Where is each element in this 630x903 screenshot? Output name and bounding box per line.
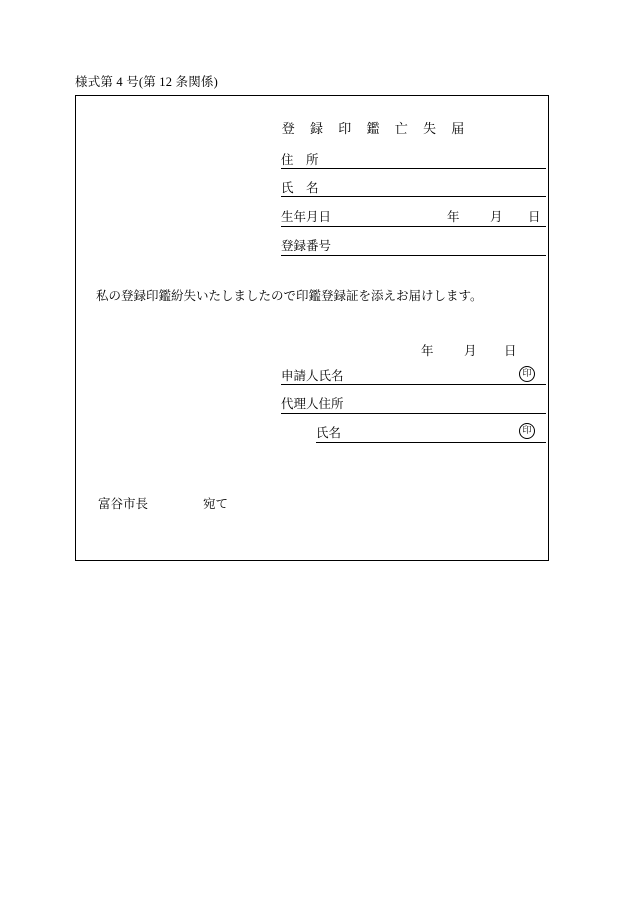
addressee-name: 富谷市長 <box>98 497 149 511</box>
submit-date-year: 年 <box>421 344 434 358</box>
field-label-address: 住 所 <box>281 153 319 167</box>
birthdate-month-marker: 月 <box>490 210 503 224</box>
field-row-agent-name <box>316 423 546 443</box>
field-row-registration-number <box>281 236 546 256</box>
field-label-name: 氏 名 <box>281 181 319 195</box>
field-label-registration-number: 登録番号 <box>281 239 332 253</box>
field-label-birthdate: 生年月日 <box>281 210 332 224</box>
field-row-applicant-name <box>281 366 546 386</box>
form-number: 様式第 4 号(第 12 条関係) <box>75 75 218 89</box>
field-rule-agent-name[interactable] <box>316 442 546 443</box>
form-outer-box <box>75 95 549 561</box>
seal-mark-applicant: 印 <box>519 366 535 382</box>
field-rule-agent-address[interactable] <box>281 413 546 414</box>
field-rule-address[interactable] <box>281 168 546 169</box>
birthdate-day-marker: 日 <box>528 210 541 224</box>
field-label-applicant-name: 申請人氏名 <box>281 369 344 383</box>
field-rule-name[interactable] <box>281 196 546 197</box>
submit-date-day: 日 <box>504 344 517 358</box>
field-rule-birthdate[interactable] <box>281 226 546 227</box>
field-row-address <box>281 150 546 170</box>
field-row-agent-address <box>281 394 546 414</box>
addressee-line <box>98 494 228 512</box>
field-row-name <box>281 178 546 198</box>
seal-mark-agent: 印 <box>519 423 535 439</box>
birthdate-year-marker: 年 <box>447 210 460 224</box>
submit-date-month: 月 <box>464 344 477 358</box>
field-rule-applicant-name[interactable] <box>281 384 546 385</box>
statement-text: 私の登録印鑑紛失いたしましたので印鑑登録証を添えお届けします。 <box>96 289 483 303</box>
field-label-agent-address: 代理人住所 <box>281 397 344 411</box>
field-label-agent-name: 氏名 <box>316 426 342 440</box>
form-title: 登 録 印 鑑 亡 失 届 <box>281 121 471 136</box>
field-rule-registration-number[interactable] <box>281 255 546 256</box>
addressee-suffix: 宛て <box>203 497 229 511</box>
field-row-birthdate <box>281 207 546 227</box>
